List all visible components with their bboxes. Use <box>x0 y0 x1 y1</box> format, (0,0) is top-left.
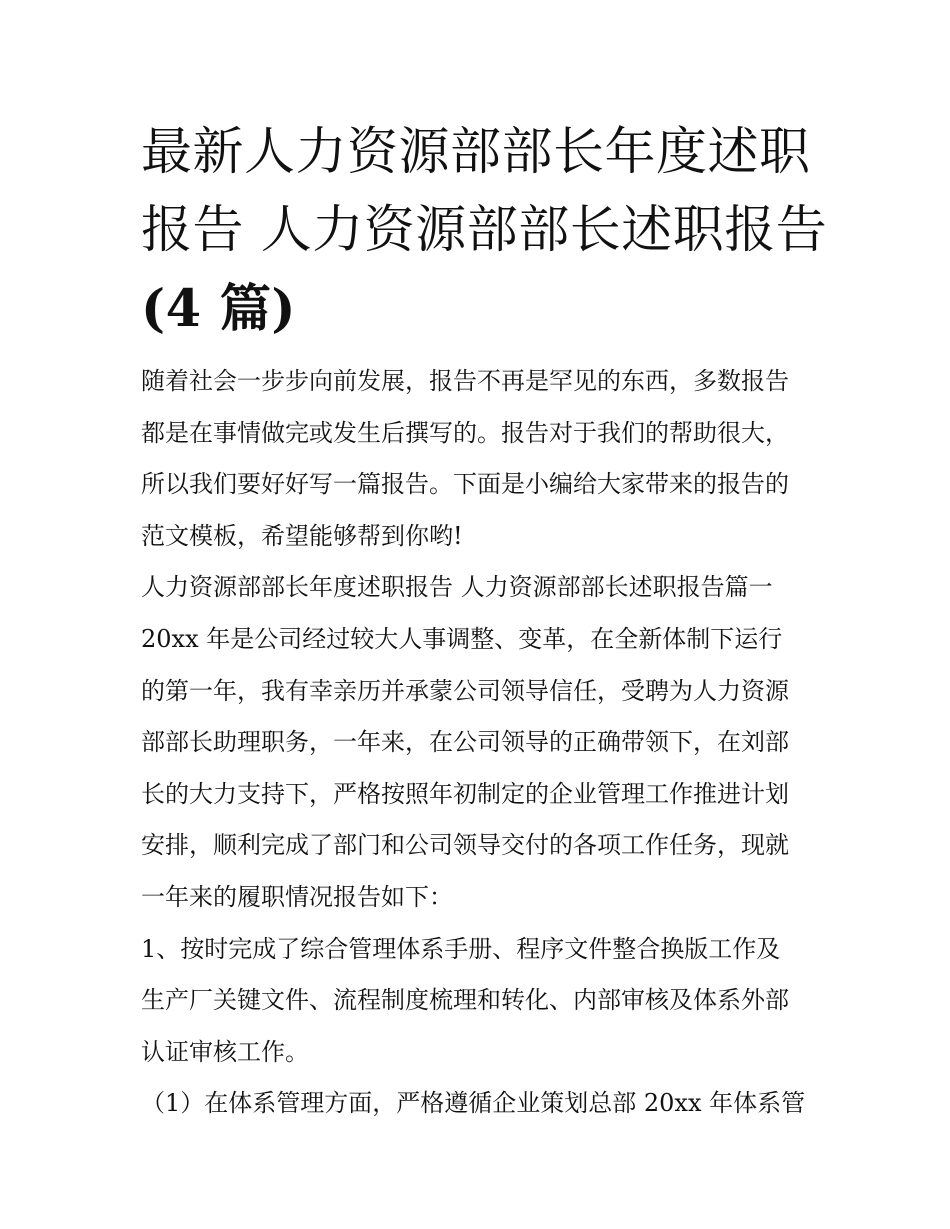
title-line: 报告 人力资源部部长述职报告 <box>141 201 828 260</box>
sub-item-line: （1）在体系管理方面，严格遵循企业策划总部 20xx 年体系管 <box>141 1089 806 1118</box>
section-heading: 人力资源部部长年度述职报告 人力资源部部长述职报告篇一 <box>141 573 773 602</box>
body-line: 的第一年，我有幸亲历并承蒙公司领导信任，受聘为人力资源 <box>141 676 789 705</box>
body-line: 一年来的履职情况报告如下： <box>141 882 453 911</box>
document-body <box>141 356 821 1130</box>
list-item-line: 1、按时完成了综合管理体系手册、程序文件整合换版工作及 <box>141 934 781 963</box>
body-line: 随着社会一步步向前发展，报告不再是罕见的东西，多数报告 <box>141 367 789 395</box>
body-line: 20xx 年是公司经过较大人事调整、变革，在全新体制下运行 <box>141 624 783 653</box>
body-line: 所以我们要好好写一篇报告。下面是小编给大家带来的报告的 <box>141 470 789 499</box>
body-line: 安排，顺利完成了部门和公司领导交付的各项工作任务，现就 <box>141 831 789 860</box>
body-line: 部部长助理职务，一年来，在公司领导的正确带领下，在刘部 <box>141 728 789 757</box>
title-line: 最新人力资源部部长年度述职 <box>141 123 811 182</box>
list-item-line: 生产厂关键文件、流程制度梳理和转化、内部审核及体系外部 <box>141 986 789 1015</box>
body-line: 都是在事情做完或发生后撰写的。报告对于我们的帮助很大， <box>141 418 789 447</box>
title-line: (4 篇) <box>141 279 297 339</box>
body-line: 长的大力支持下，严格按照年初制定的企业管理工作推进计划 <box>141 779 789 808</box>
body-line: 范文模板，希望能够帮到你哟! <box>141 521 463 550</box>
document-title <box>141 114 828 348</box>
list-item-line: 认证审核工作。 <box>141 1037 309 1066</box>
